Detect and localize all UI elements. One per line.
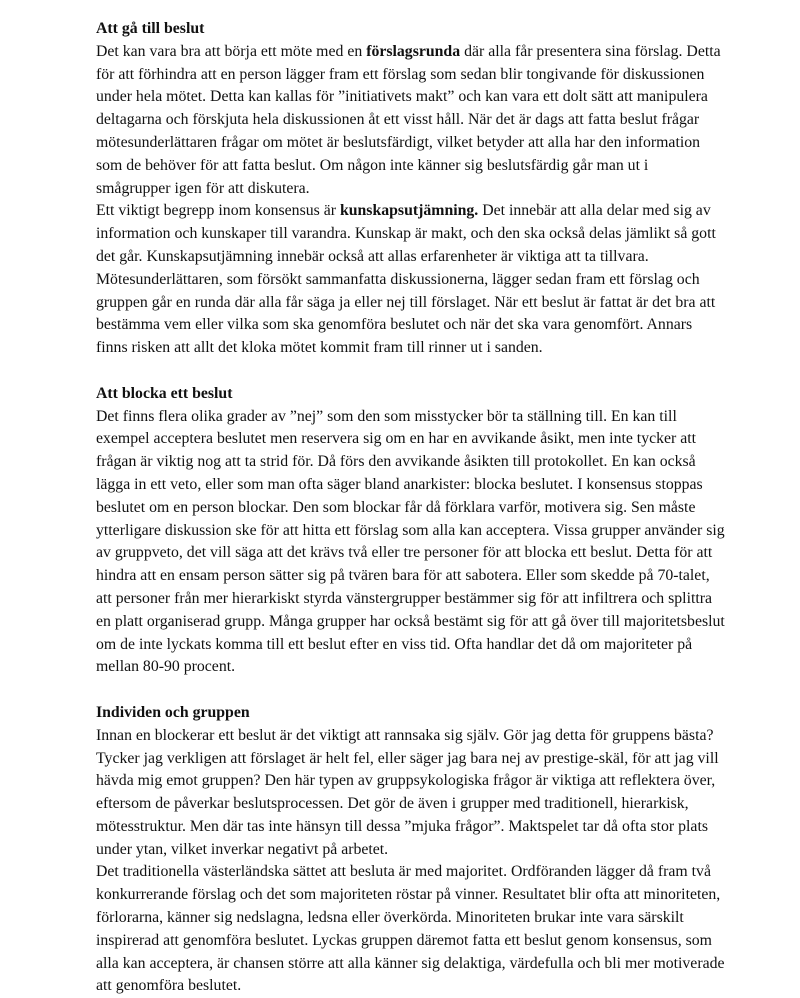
section-heading: Att blocka ett beslut — [96, 384, 233, 402]
paragraph — [96, 269, 726, 360]
paragraph-text: Ett viktigt begrepp inom konsensus är — [96, 202, 340, 220]
bold-term: förslagsrunda — [366, 42, 461, 60]
paragraph-text: där alla får presentera sina förslag. Detta för att förhindra att en person lägger fram ett förslag som sedan blir tongivande för diskussionen under hela mötet. Detta kan kallas för ”initiativets makt” och kan vara ett dolt sätt att manipulera deltagarna och förskjuta hela diskussionen åt ett visst håll. När det är dags att fatta beslut frågar mötesunderlättaren frågar om mötet är beslutsfärdigt, vilket betyder att alla har den information som de behöver för att fatta beslut. Om någon inte känner sig beslutsfärdig går man ut i smågrupper igen för att diskutera. — [96, 42, 721, 197]
document-page — [96, 18, 726, 998]
section-heading: Att gå till beslut — [96, 20, 205, 37]
paragraph-text: Det finns flera olika grader av ”nej” som den som misstycker bör ta ställning till. En kan till exempel acceptera beslutet men reservera sig om en har en avvikande åsikt, men inte tycker att frågan är viktig nog att ta strid för. Då förs den avvikande åsikten till protokollet. En kan också lägga in ett veto, eller som man ofta säger bland anarkister: blocka beslutet. I konsensus stoppas beslutet om en person blockar. Den som blockar får då förklara varför, motivera sig. Sen måste ytterligare diskussion ske för att hitta ett förslag som alla kan acceptera. Vissa grupper använder sig av gruppveto, det vill säga att det krävs två eller tre personer för att blocka ett beslut. Detta för att hindra att en ensam person sätter sig på tvären bara för att sabotera. Eller som skedde på 70-talet, att personer från mer hierarkiskt styrda vänstergrupper bestämmer sig för att infiltrera och splittra en platt organiserad grupp. Många grupper har också bestämt sig för att gå över till majoritetsbeslut om de inte lyckats komma till ett beslut efter en viss tid. Ofta handlar det då om majoriteter på mellan 80-90 procent. — [96, 407, 725, 676]
paragraph — [96, 725, 726, 862]
paragraph — [96, 861, 726, 998]
section-att-ga-till-beslut — [96, 18, 726, 360]
bold-term: kunskapsutjämning. — [339, 202, 479, 220]
paragraph — [96, 41, 726, 201]
paragraph-text: Det traditionella västerländska sättet att besluta är med majoritet. Ordföranden lägger då fram två konkurrerande förslag och det som majoriteten röstar på vinner. Resultatet blir ofta att minoriteten, förlorarna, känner sig nedslagna, ledsna eller överkörda. Minoriteten brukar inte vara särskilt inspirerad att genomföra beslutet. Lyckas gruppen däremot fatta ett beslut genom konsensus, som alla kan acceptera, är chansen större att alla känner sig delaktiga, värdefulla och bli mer motiverade att genomföra beslutet. — [96, 863, 725, 995]
section-individen-och-gruppen — [96, 702, 726, 998]
paragraph — [96, 200, 726, 268]
paragraph-text: Innan en blockerar ett beslut är det viktigt att rannsaka sig själv. Gör jag detta för gruppens bästa? Tycker jag verkligen att förslaget är helt fel, eller säger jag bara nej av prestige-skäl, för att jag vill hävda mig emot gruppen? Den här typen av gruppsykologiska frågor är viktiga att reflektera över, eftersom de påverkar beslutsprocessen. Det gör de även i grupper med traditionell, hierarkisk, mötesstruktur. Men där tas inte hänsyn till dessa ”mjuka frågor”. Maktspelet tar då ofta stor plats under ytan, vilket inverkar negativt på arbetet. — [96, 726, 719, 858]
paragraph — [96, 406, 726, 680]
section-heading: Individen och gruppen — [96, 703, 250, 721]
paragraph-text: Mötesunderlättaren, som försökt sammanfatta diskussionerna, lägger sedan fram ett förslag och gruppen går en runda där alla får säga ja eller nej till förslaget. När ett beslut är fattat är det bra att bestämma vem eller vilka som ska genomföra beslutet och när det ska vara genomfört. Annars finns risken att allt det kloka mötet kommit fram till rinner ut i sanden. — [96, 270, 716, 357]
paragraph-text: Det innebär att alla delar med sig av information och kunskaper till varandra. Kunskap är makt, och den ska också delas jämlikt så gott det går. Kunskapsutjämning innebär också att allas erfarenheter är viktiga att ta tillvara. — [96, 202, 716, 265]
section-att-blocka-ett-beslut — [96, 383, 726, 679]
paragraph-text: Det kan vara bra att börja ett möte med en — [96, 42, 367, 60]
